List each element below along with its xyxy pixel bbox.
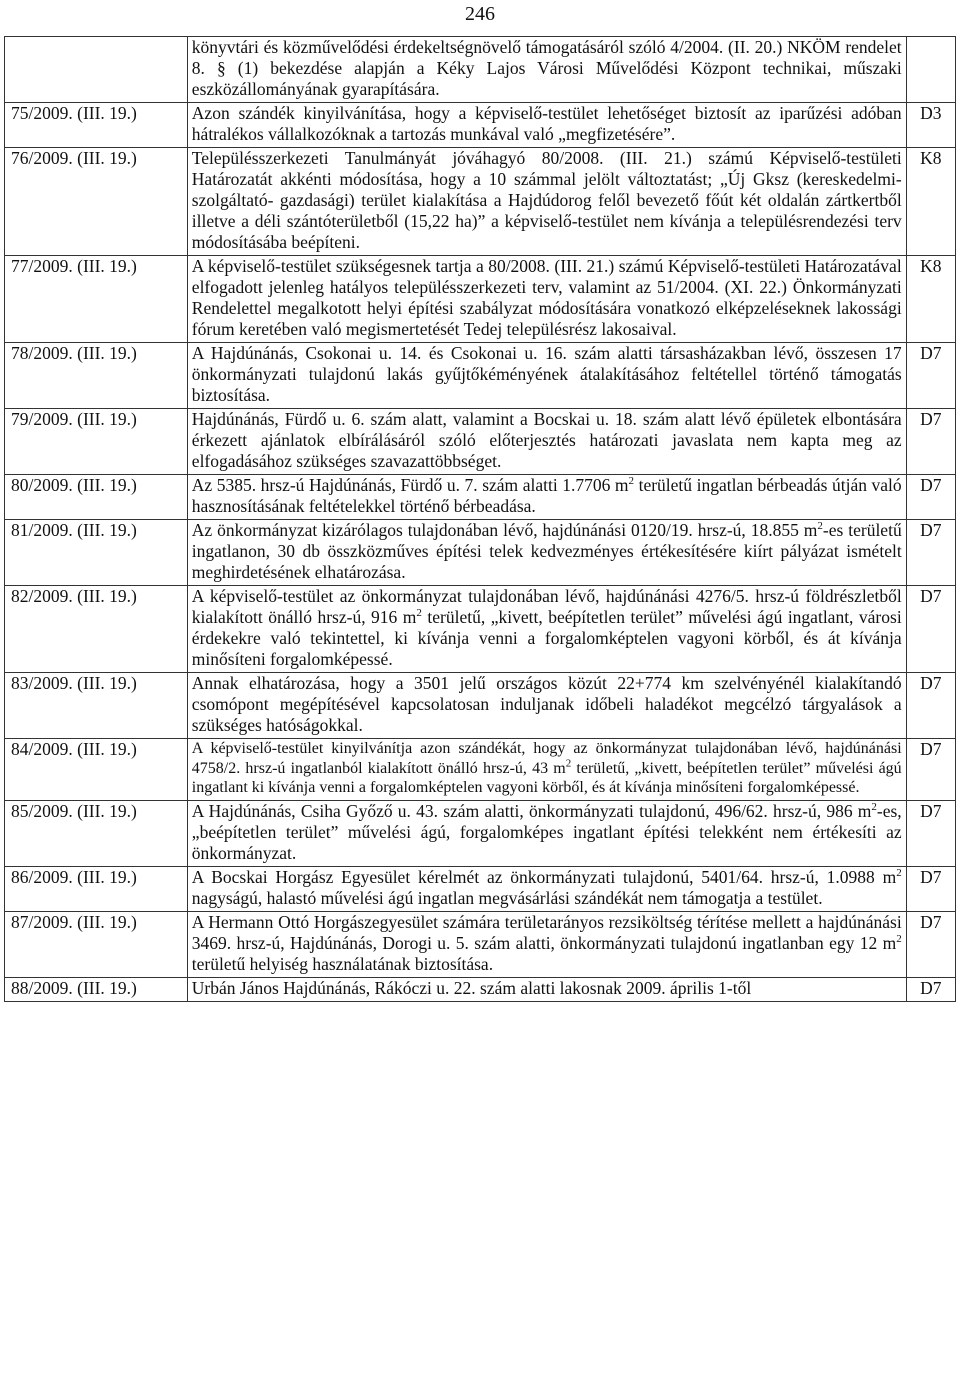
page-number: 246	[465, 3, 495, 25]
resolution-number: 88/2009. (III. 19.)	[5, 977, 188, 1001]
resolution-number: 87/2009. (III. 19.)	[5, 911, 188, 977]
table-row	[5, 343, 956, 409]
resolution-code: D7	[906, 911, 955, 977]
table-row	[5, 103, 956, 148]
table-row	[5, 673, 956, 739]
table-row	[5, 148, 956, 256]
resolution-number: 75/2009. (III. 19.)	[5, 103, 188, 148]
resolution-number: 84/2009. (III. 19.)	[5, 739, 188, 801]
resolution-text: A képviselő-testület szükségesnek tartja a 80/2008. (III. 21.) számú Képviselő-testületi Határozatával elfogadott jelenleg hatályos településszerkezeti terv, valamint az 51/2004. (XI. 22.) Önkormányzati Rendelettel megalkotott helyi építési szabályzat módosítására vonatkozó elképzeléseknek lakossági fórum keretében való megismertetését Tedej településrész lakosaival.	[187, 256, 906, 343]
resolution-text: Az 5385. hrsz-ú Hajdúnánás, Fürdő u. 7. szám alatti 1.7706 $m^2$ területű ingatlan bérbeadás útján való hasznosításának feltételekkel történő bérbeadása.	[187, 475, 906, 520]
resolution-code: K8	[906, 256, 955, 343]
resolution-text: Településszerkezeti Tanulmányát jóváhagyó 80/2008. (III. 21.) számú Képviselő-testületi Határozatát akkénti módosítása, hogy a 10 számmal jelölt változtatást; „Új Gksz (kereskedelmi- szolgáltató- gazdasági) terület kialakítása a Hajdúdorog felől bevezető főút két oldalán zártkertből illetve a déli szántóterületből (15,22 ha)” a képviselő-testület nem kívánja a településrendezési terv módosításába beépíteni.	[187, 148, 906, 256]
table-row	[5, 520, 956, 586]
table-row	[5, 37, 956, 103]
resolution-number: 82/2009. (III. 19.)	[5, 586, 188, 673]
resolution-code: D7	[906, 866, 955, 911]
table-row	[5, 475, 956, 520]
resolution-code: D3	[906, 103, 955, 148]
resolution-number	[5, 37, 188, 103]
resolution-code: D7	[906, 343, 955, 409]
resolution-text: Hajdúnánás, Fürdő u. 6. szám alatt, valamint a Bocskai u. 18. szám alatt lévő épületek elbontására érkezett ajánlatok elbírálásáról szóló előterjesztés határozati javaslata nem kapta meg az elfogadásához szükséges szavazattöbbséget.	[187, 409, 906, 475]
resolution-code: D7	[906, 475, 955, 520]
resolution-text: Azon szándék kinyilvánítása, hogy a képviselő-testület lehetőséget biztosít az iparűzési adóban hátralékos vállalkozóknak a tartozás munkával való „megfizetésére”.	[187, 103, 906, 148]
resolution-code: D7	[906, 739, 955, 801]
resolution-number: 76/2009. (III. 19.)	[5, 148, 188, 256]
resolution-number: 79/2009. (III. 19.)	[5, 409, 188, 475]
resolution-text: A Hermann Ottó Horgászegyesület számára területarányos rezsiköltség térítése mellett a hajdúnánási 3469. hrsz-ú, Hajdúnánás, Dorogi u. 5. szám alatti, önkormányzati tulajdonú ingatlanban egy 12 $m^2$ területű helyiség használatának biztosítása.	[187, 911, 906, 977]
table-row	[5, 800, 956, 866]
resolution-text: A Bocskai Horgász Egyesület kérelmét az önkormányzati tulajdonú, 5401/64. hrsz-ú, 1.0988 $m^2$ nagyságú, halastó művelési ágú ingatlan megvásárlási szándékát nem támogatja a testület.	[187, 866, 906, 911]
resolution-code: K8	[906, 148, 955, 256]
resolution-code: D7	[906, 977, 955, 1001]
resolution-number: 86/2009. (III. 19.)	[5, 866, 188, 911]
resolution-code	[906, 37, 955, 103]
resolution-text: A képviselő-testület kinyilvánítja azon szándékát, hogy az önkormányzat tulajdonában lévő, hajdúnánási 4758/2. hrsz-ú ingatlanból kialakított önálló hrsz-ú, 43 $m^2$ területű, „kivett, beépítetlen terület” művelési ágú ingatlant ki kívánja venni a forgalomképtelen vagyoni körből, és át kívánja minősíteni forgalomképessé.	[187, 739, 906, 801]
table-row	[5, 866, 956, 911]
resolution-text: Az önkormányzat kizárólagos tulajdonában lévő, hajdúnánási 0120/19. hrsz-ú, 18.855 $m^2-es$ területű ingatlanon, 30 db összközműves építési telek kedvezményes értékesítésére kiírt pályázat ismételt meghirdetésének elhatározása.	[187, 520, 906, 586]
resolution-number: 77/2009. (III. 19.)	[5, 256, 188, 343]
resolution-code: D7	[906, 520, 955, 586]
resolution-number: 85/2009. (III. 19.)	[5, 800, 188, 866]
resolution-code: D7	[906, 409, 955, 475]
table-row	[5, 409, 956, 475]
resolutions-table	[4, 36, 956, 1002]
resolution-code: D7	[906, 800, 955, 866]
resolution-code: D7	[906, 586, 955, 673]
resolution-number: 81/2009. (III. 19.)	[5, 520, 188, 586]
resolution-text: A Hajdúnánás, Csiha Győző u. 43. szám alatti, önkormányzati tulajdonú, 496/62. hrsz-ú, 986 $m^2-es$, „beépítetlen terület” művelési ágú, forgalomképes ingatlant építési telekként nem értékesíti az önkormányzat.	[187, 800, 906, 866]
resolution-number: 78/2009. (III. 19.)	[5, 343, 188, 409]
table-row	[5, 911, 956, 977]
resolution-text: Annak elhatározása, hogy a 3501 jelű országos közút 22+774 km szelvényénél kialakítandó csomópont megépítésével kapcsolatosan induljanak időbeli haladékot megcélzó tárgyalások a szükséges hatóságokkal.	[187, 673, 906, 739]
resolution-number: 83/2009. (III. 19.)	[5, 673, 188, 739]
resolution-text: A képviselő-testület az önkormányzat tulajdonában lévő, hajdúnánási 4276/5. hrsz-ú földrészletből kialakított önálló hrsz-ú, 916 $m^2$ területű, „kivett, beépítetlen terület” művelési ágú ingatlant, városi érdekekre való tekintettel, ki kívánja venni a forgalomképtelen vagyoni körből, és át kívánja minősíteni forgalomképessé.	[187, 586, 906, 673]
resolution-code: D7	[906, 673, 955, 739]
table-row	[5, 977, 956, 1001]
resolution-text: A Hajdúnánás, Csokonai u. 14. és Csokonai u. 16. szám alatti társasházakban lévő, összesen 17 önkormányzati tulajdonú lakás gyűjtőkéményének átalakításához feltétellel történő támogatás biztosítása.	[187, 343, 906, 409]
resolution-text: Urbán János Hajdúnánás, Rákóczi u. 22. szám alatti lakosnak 2009. április 1-től	[187, 977, 906, 1001]
table-row	[5, 739, 956, 801]
resolution-number: 80/2009. (III. 19.)	[5, 475, 188, 520]
table-row	[5, 256, 956, 343]
resolution-text: könyvtári és közművelődési érdekeltségnövelő támogatásáról szóló 4/2004. (II. 20.) NKÖM rendelet 8. § (1) bekezdése alapján a Kéky Lajos Városi Művelődési Központ technikai, műszaki eszközállományának gyarapítására.	[187, 37, 906, 103]
table-row	[5, 586, 956, 673]
